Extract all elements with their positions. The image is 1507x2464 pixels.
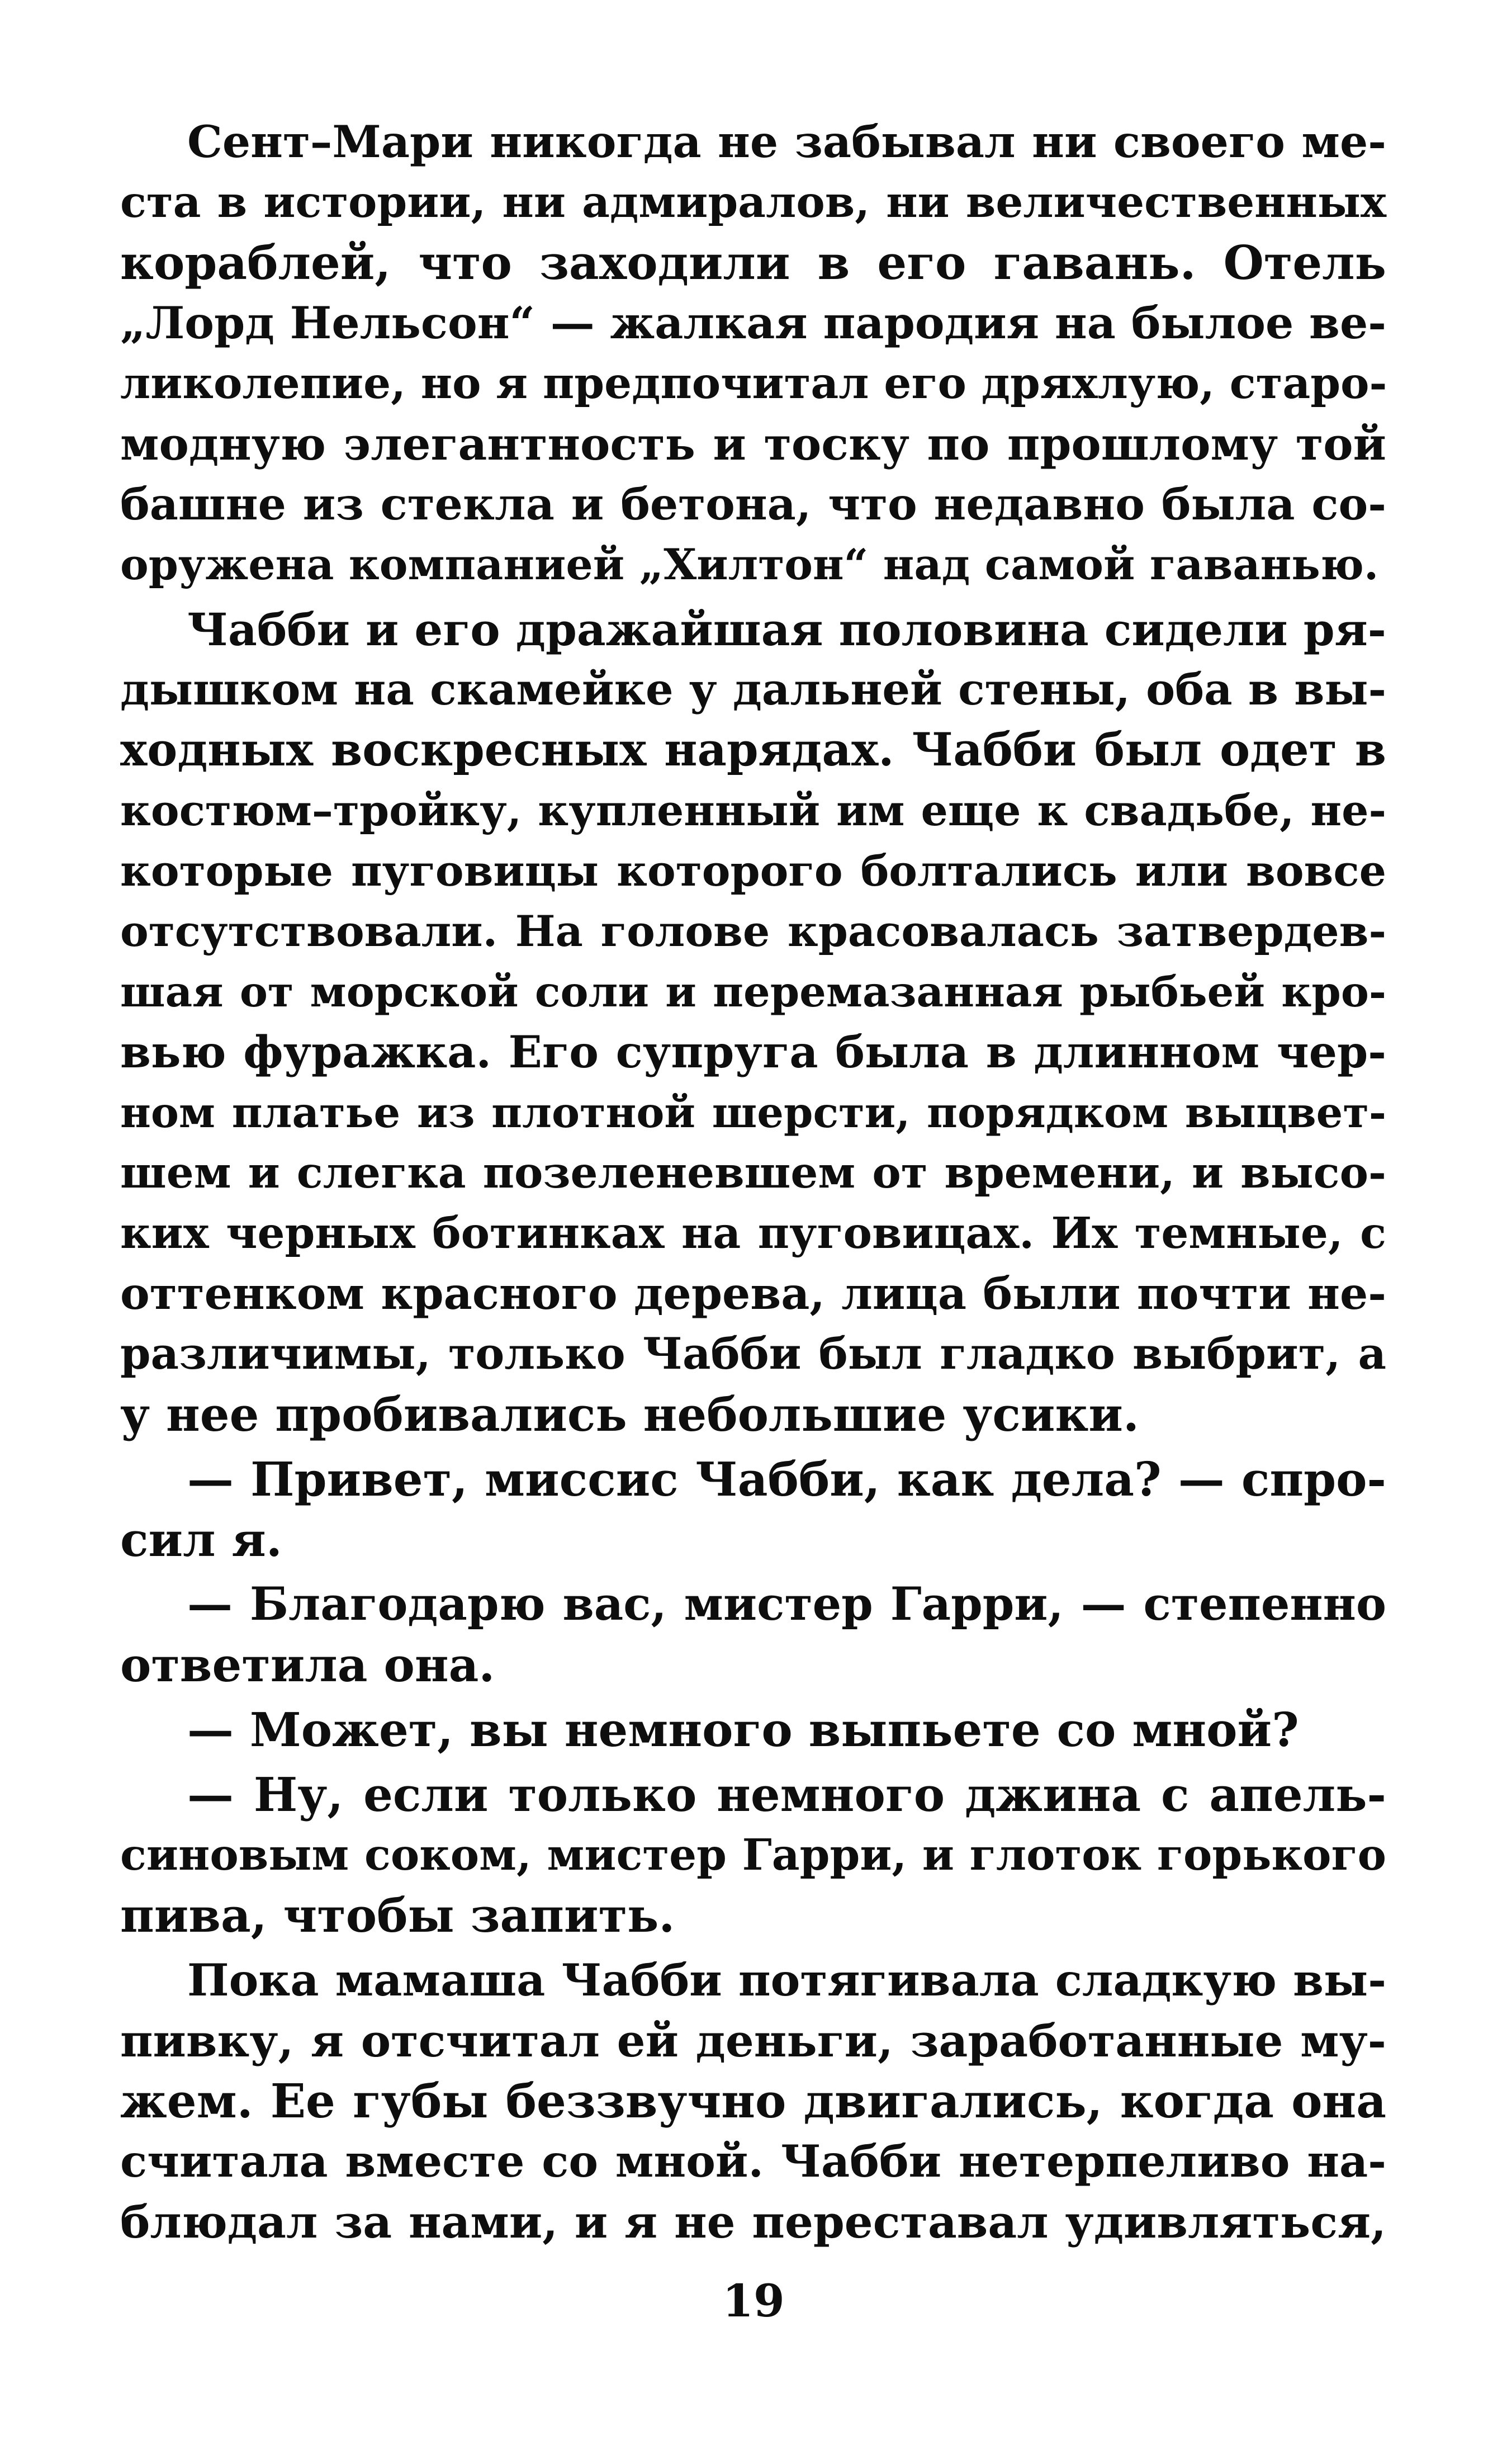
paragraph [120, 1700, 1386, 1760]
text-line: ном платье из плотной шерсти, порядком выцвет- [120, 1088, 1386, 1137]
text-line: — Ну, если только немного джина с апель- [187, 1767, 1386, 1822]
paragraph [120, 112, 1386, 595]
text-line: — Привет, миссис Чабби, как дела? — спро- [187, 1452, 1386, 1507]
text-line: шем и слегка позеленевшем от времени, и высо- [120, 1148, 1386, 1198]
text-line: Чабби и его дражайшая половина сидели ря- [187, 603, 1386, 656]
text-line: Сент–Мари никогда не забывал ни своего ме- [187, 116, 1386, 168]
paragraph [120, 1449, 1386, 1570]
text-line: вью фуражка. Его супруга была в длинном чер- [120, 1026, 1386, 1078]
text-line: синовым соком, мистер Гарри, и глоток горького [120, 1830, 1386, 1880]
text-line: сил я. [120, 1512, 282, 1567]
paragraph-gap [120, 595, 1386, 599]
paragraph-gap [120, 1760, 1386, 1765]
text-line: костюм–тройку, купленный им еще к свадьбе, не- [120, 786, 1386, 835]
text-line: пива, чтобы запить. [120, 1888, 675, 1943]
text-line: жем. Ее губы беззвучно двигались, когда она [120, 2074, 1386, 2129]
text-line: оружена компанией „Хилтон“ над самой гаванью. [120, 540, 1379, 589]
text-line: Пока мамаша Чабби потягивала сладкую вы- [187, 1954, 1386, 2006]
page-number: 19 [722, 2274, 785, 2327]
text-line: — Может, вы немного выпьете со мной? [187, 1702, 1299, 1757]
text-line: ответила она. [120, 1638, 495, 1692]
paragraph-gap [120, 1946, 1386, 1950]
text-line: различимы, только Чабби был гладко выбрит, а [120, 1328, 1386, 1379]
text-line: оттенком красного дерева, лица были почти не- [120, 1268, 1386, 1320]
paragraph [120, 1950, 1386, 2252]
paragraph-gap [120, 1445, 1386, 1449]
text-line: модную элегантность и тоску по прошлому той [120, 418, 1386, 470]
text-line: ких черных ботинках на пуговицах. Их темные, с [120, 1208, 1386, 1259]
paragraph [120, 1765, 1386, 1946]
paragraph-gap [120, 1695, 1386, 1700]
paragraph [120, 599, 1386, 1445]
paragraph-gap [120, 1570, 1386, 1574]
text-line: башне из стекла и бетона, что недавно была со- [120, 478, 1386, 530]
text-line: блюдал за нами, и я не переставал удивляться, [120, 2196, 1386, 2248]
text-line: отсутствовали. На голове красовалась затвердев- [120, 906, 1386, 956]
text-line: которые пуговицы которого болтались или вовсе [120, 846, 1386, 896]
text-line: у нее пробивались небольшие усики. [120, 1387, 1139, 1442]
text-line: кораблей, что заходили в его гавань. Отель [120, 235, 1386, 290]
paragraph [120, 1574, 1386, 1695]
text-line: ликолепие, но я предпочитал его дряхлую, старо- [120, 358, 1387, 409]
text-line: пивку, я отсчитал ей деньги, заработанные му- [120, 2014, 1386, 2067]
text-line: ста в истории, ни адмиралов, ни величественных [120, 177, 1386, 228]
text-line: — Благодарю вас, мистер Гарри, — степенно [187, 1578, 1386, 1631]
text-line: ходных воскресных нарядах. Чабби был одет в [120, 723, 1386, 777]
body-text [120, 112, 1386, 2252]
text-line: считала вместе со мной. Чабби нетерпеливо на- [120, 2135, 1386, 2187]
text-line: шая от морской соли и перемазанная рыбьей кро- [120, 967, 1386, 1016]
text-line: „Лорд Нельсон“ — жалкая пародия на былое ве- [120, 297, 1386, 349]
text-line: дышком на скамейке у дальней стены, оба в вы- [120, 664, 1386, 715]
